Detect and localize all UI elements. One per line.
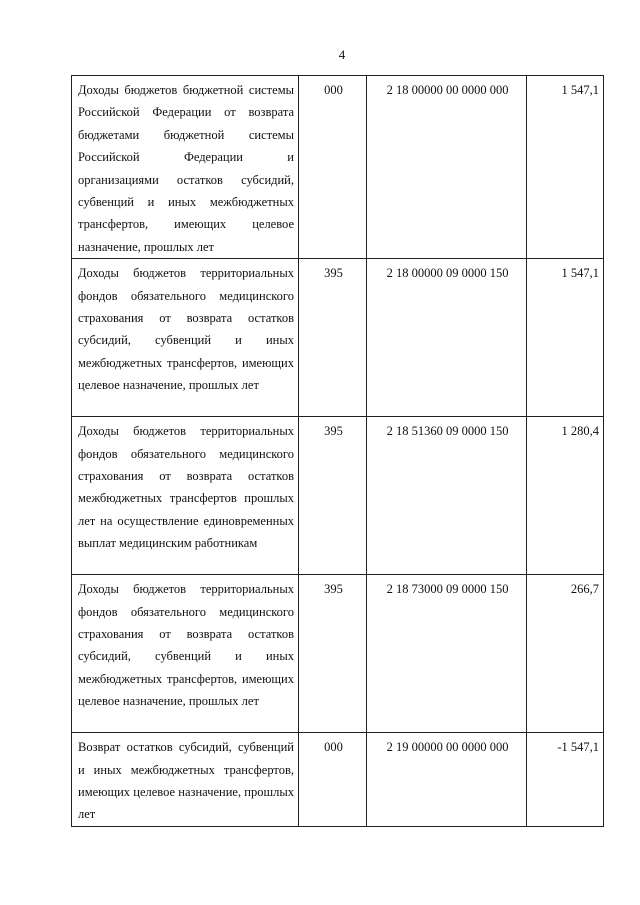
kbk-code-cell: 2 18 73000 09 0000 150 — [367, 575, 527, 733]
admin-code-cell: 000 — [299, 733, 367, 827]
revenue-name-cell: Доходы бюджетов бюджетной системы Российской Федерации от возврата бюджетами бюджетной системы Российской Федерации и организациями остатков субсидий, субвенций и иных межбюджетных трансфертов, имеющих целевое назначение, прошлых лет — [72, 76, 299, 259]
kbk-code-cell: 2 18 00000 00 0000 000 — [367, 76, 527, 259]
admin-code-cell: 000 — [299, 76, 367, 259]
admin-code-cell: 395 — [299, 417, 367, 575]
admin-code-cell: 395 — [299, 575, 367, 733]
kbk-code-cell: 2 19 00000 00 0000 000 — [367, 733, 527, 827]
table-row — [72, 76, 604, 259]
revenue-name-cell: Доходы бюджетов территориальных фондов обязательного медицинского страхования от возврата остатков субсидий, субвенций и иных межбюджетных трансфертов, имеющих целевое назначение, прошлых лет — [72, 259, 299, 417]
amount-cell: 1 547,1 — [527, 76, 604, 259]
revenue-name-cell: Возврат остатков субсидий, субвенций и иных межбюджетных трансфертов, имеющих целевое назначение, прошлых лет — [72, 733, 299, 827]
revenue-name-cell: Доходы бюджетов территориальных фондов обязательного медицинского страхования от возврата остатков субсидий, субвенций и иных межбюджетных трансфертов, имеющих целевое назначение, прошлых лет — [72, 575, 299, 733]
admin-code-cell: 395 — [299, 259, 367, 417]
amount-cell: 1 547,1 — [527, 259, 604, 417]
table-row — [72, 417, 604, 575]
table-row — [72, 733, 604, 827]
kbk-code-cell: 2 18 00000 09 0000 150 — [367, 259, 527, 417]
revenue-name-cell: Доходы бюджетов территориальных фондов обязательного медицинского страхования от возврата остатков межбюджетных трансфертов прошлых лет на осуществление единовременных выплат медицинским работникам — [72, 417, 299, 575]
kbk-code-cell: 2 18 51360 09 0000 150 — [367, 417, 527, 575]
table-row — [72, 575, 604, 733]
table-row — [72, 259, 604, 417]
budget-revenue-table — [71, 75, 604, 827]
amount-cell: -1 547,1 — [527, 733, 604, 827]
amount-cell: 1 280,4 — [527, 417, 604, 575]
amount-cell: 266,7 — [527, 575, 604, 733]
page-number: 4 — [338, 47, 346, 62]
